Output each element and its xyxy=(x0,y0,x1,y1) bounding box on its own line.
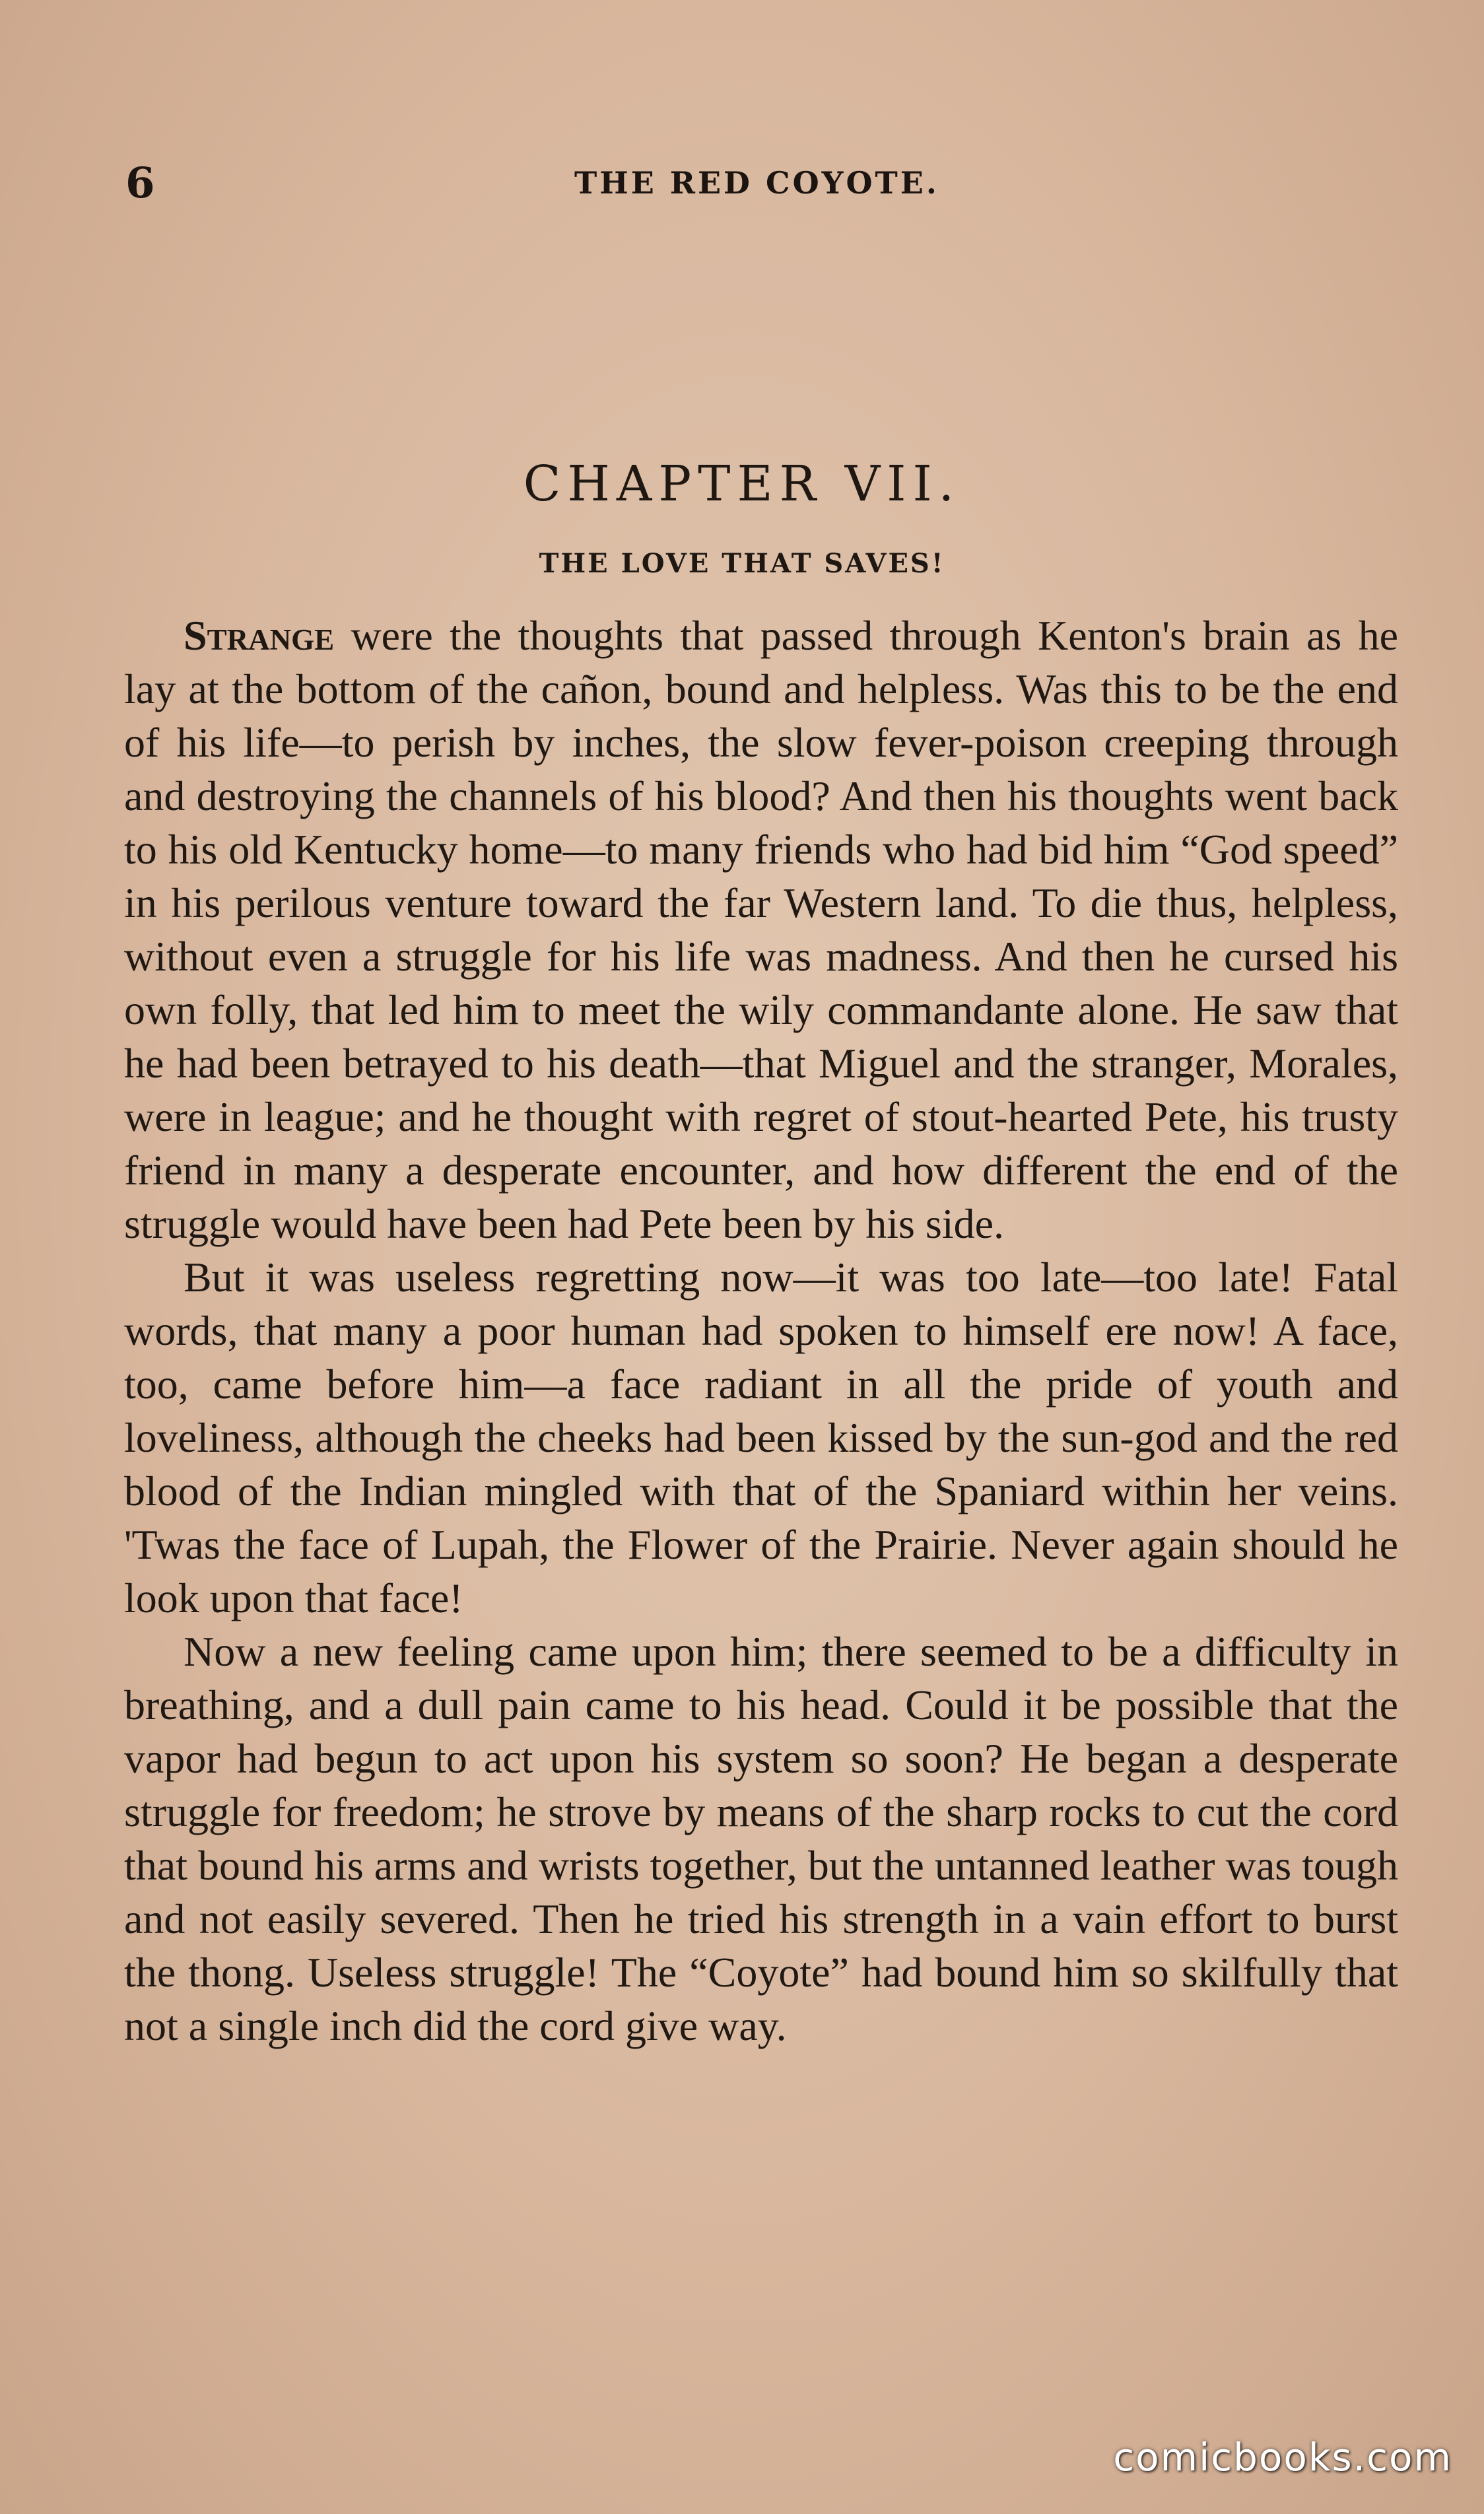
body-text xyxy=(124,609,1398,2053)
paragraph-2 xyxy=(124,1250,1398,1625)
paragraph-text: Now a new feeling came upon him; there seemed to be a difficulty in breathing, and a dull pain came to his head. Could it be possible that the vapor had begun to act upon his system so soon? He began a desperate struggle for freedom; he strove by means of the sharp rocks to cut the cord that bound his arms and wrists together, but the untanned leather was tough and not easily severed. Then he tried his strength in a vain effort to burst the thong. Useless struggle! The “Coyote” had bound him so skilfully that not a single inch did the cord give way. xyxy=(124,1628,1398,2049)
watermark: comicbooks.com xyxy=(1113,2435,1452,2480)
running-head xyxy=(125,158,1366,211)
chapter-title: CHAPTER VII. xyxy=(523,456,961,512)
paragraph-lead-word: Strange xyxy=(184,612,335,659)
paragraph-3 xyxy=(124,1625,1398,2053)
chapter-subtitle: THE LOVE THAT SAVES! xyxy=(539,548,945,579)
paragraph-text: were the thoughts that passed through Kenton's brain as he lay at the bottom of the cañon, bound and helpless. Was this to be the end of his life—to perish by inches, the slow fever-poison creeping through and destroying the channels of his blood? And then his thoughts went back to his old Kentucky home—to many friends who had bid him “God speed” in his perilous venture toward the far Western land. To die thus, helpless, without even a struggle for his life was madness. And then he cursed his own folly, that led him to meet the wily commandante alone. He saw that he had been betrayed to his death—that Miguel and the stranger, Morales, were in league; and he thought with regret of stout-hearted Pete, his trusty friend in many a desperate encounter, and how different the end of the struggle would have been had Pete been by his side. xyxy=(124,612,1398,1247)
paragraph-1 xyxy=(124,609,1398,1250)
page-number: 6 xyxy=(125,158,155,208)
paragraph-text: But it was useless regretting now—it was too late—too late! Fatal words, that many a poor human had spoken to himself ere now! A face, too, came before him—a face radiant in all the pride of youth and loveliness, although the cheeks had been kissed by the sun-god and the red blood of the Indian mingled with that of the Spaniard within her veins. 'Twas the face of Lupah, the Flower of the Prairie. Never again should he look upon that face! xyxy=(124,1254,1398,1621)
book-title: THE RED COYOTE. xyxy=(574,165,939,201)
